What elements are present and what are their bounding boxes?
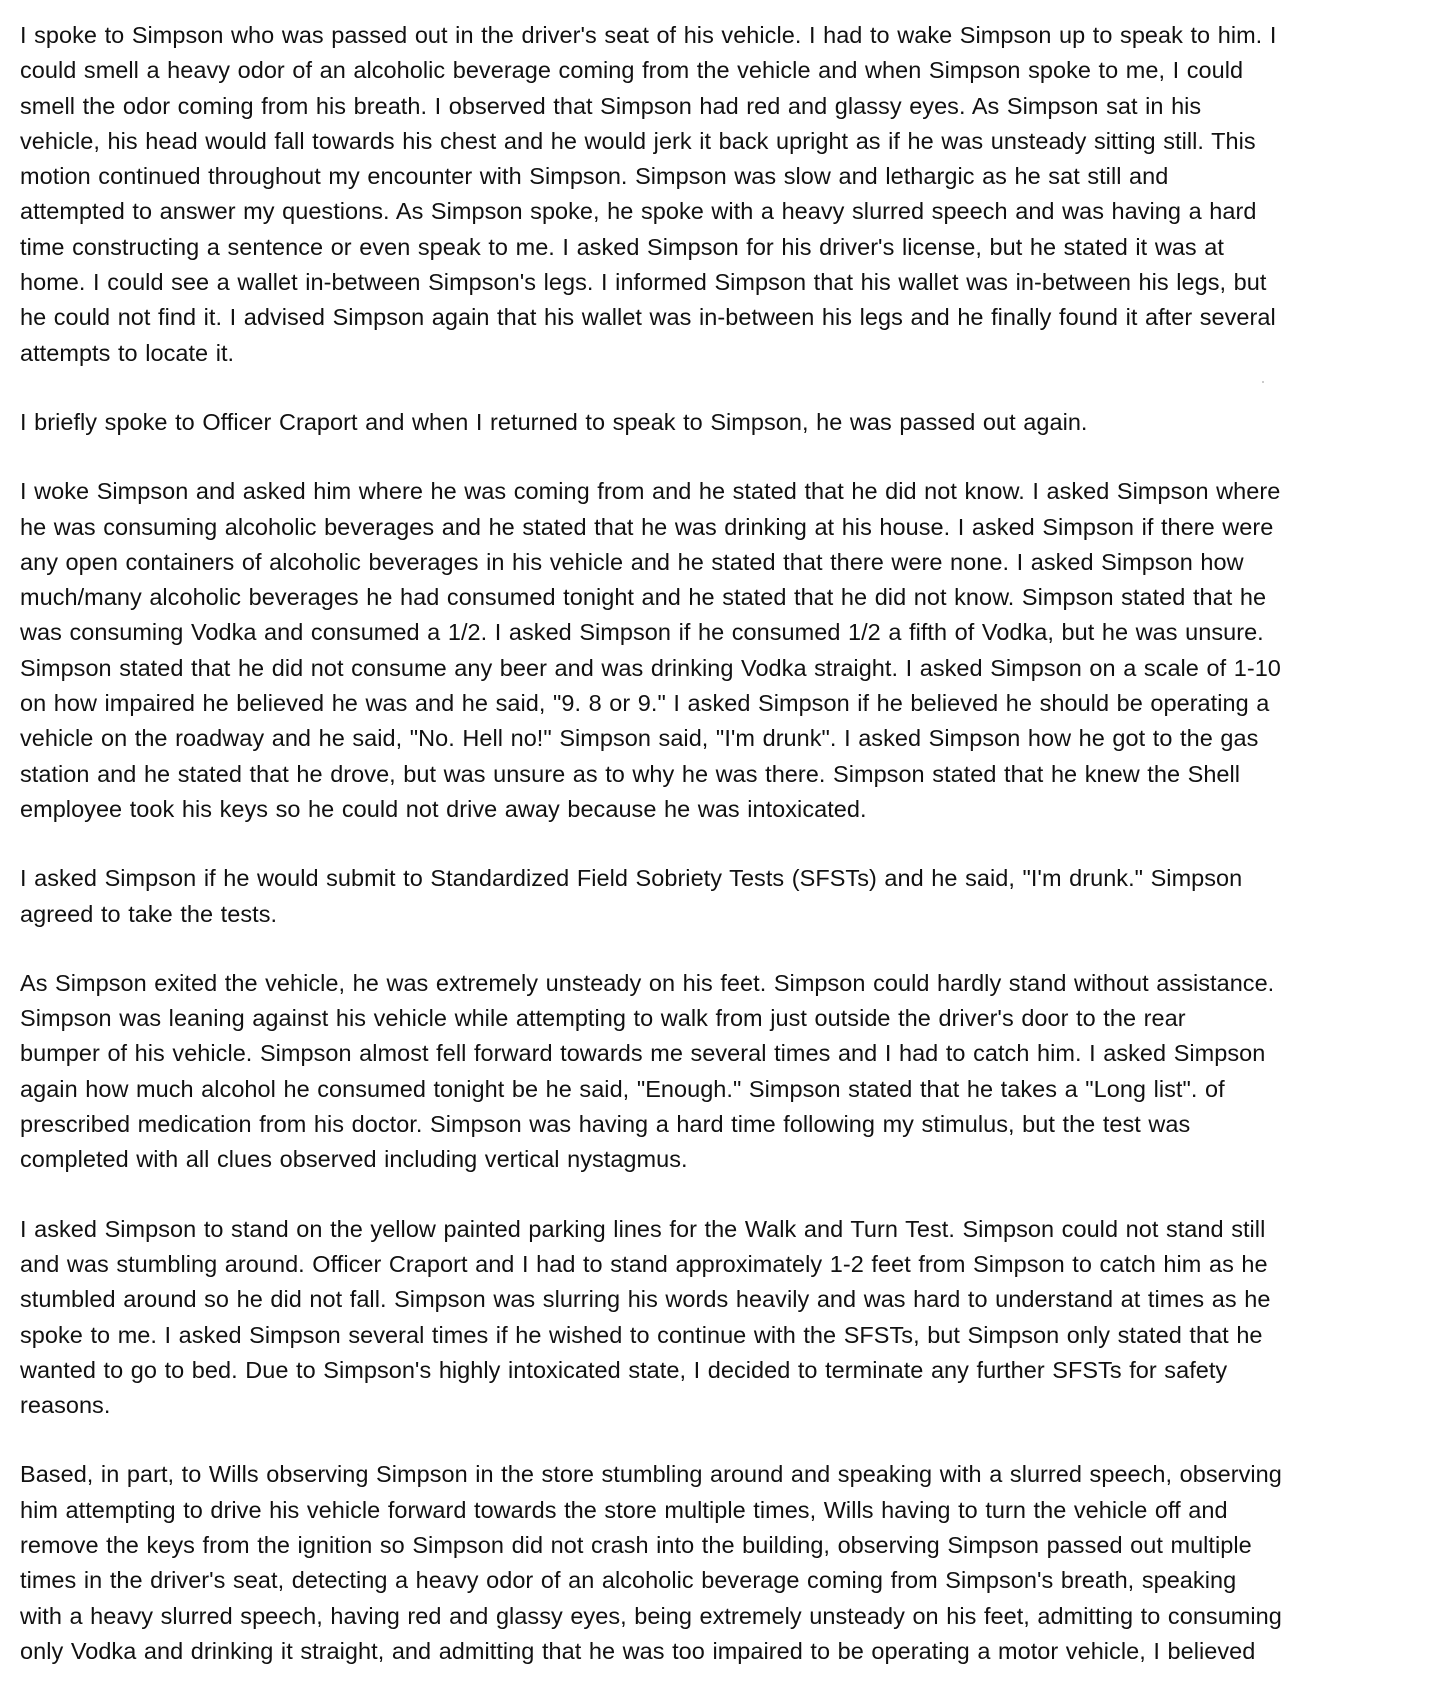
text-line: I asked Simpson to stand on the yellow painted parking lines for the Walk and Turn Test. Simpson could not stand still — [20, 1215, 1266, 1242]
text-line: he could not find it. I advised Simpson again that his wallet was in-between his legs and he finally found it after several — [20, 304, 1276, 331]
text-line: times in the driver's seat, detecting a heavy odor of an alcoholic beverage coming from Simpson's breath, speaking — [20, 1567, 1237, 1594]
text-line: attempts to locate it. — [20, 339, 235, 366]
text-line: agreed to take the tests. — [20, 900, 278, 927]
text-line: As Simpson exited the vehicle, he was extremely unsteady on his feet. Simpson could hardly stand without assistance. — [20, 969, 1275, 996]
text-line: Simpson stated that he did not consume any beer and was drinking Vodka straight. I asked Simpson on a scale of 1-10 — [20, 654, 1281, 681]
paragraph-4 — [20, 861, 1432, 932]
text-line: was consuming Vodka and consumed a 1/2. I asked Simpson if he consumed 1/2 a fifth of Vodka, but he was unsure. — [20, 619, 1264, 646]
text-line: vehicle on the roadway and he said, "No. Hell no!" Simpson said, "I'm drunk". I asked Simpson how he got to the gas — [20, 725, 1259, 752]
text-line: wanted to go to bed. Due to Simpson's highly intoxicated state, I decided to terminate any further SFSTs for safety — [20, 1356, 1228, 1383]
text-line: Simpson was leaning against his vehicle while attempting to walk from just outside the driver's door to the rear — [20, 1005, 1186, 1032]
text-line: prescribed medication from his doctor. Simpson was having a hard time following my stimulus, but the test was — [20, 1111, 1191, 1138]
text-line: could smell a heavy odor of an alcoholic beverage coming from the vehicle and when Simpson spoke to me, I could — [20, 57, 1244, 84]
paragraph-3 — [20, 474, 1432, 827]
text-line: with a heavy slurred speech, having red and glassy eyes, being extremely unsteady on his feet, admitting to consuming — [20, 1602, 1282, 1629]
paragraph-5 — [20, 966, 1432, 1178]
text-line: home. I could see a wallet in-between Simpson's legs. I informed Simpson that his wallet was in-between his legs, but — [20, 269, 1267, 296]
text-line: remove the keys from the ignition so Simpson did not crash into the building, observing Simpson passed out multiple — [20, 1531, 1252, 1558]
text-line: again how much alcohol he consumed tonight be he said, "Enough." Simpson stated that he takes a "Long list". of — [20, 1075, 1225, 1102]
text-line: vehicle, his head would fall towards his chest and he would jerk it back upright as if he was unsteady sitting still. This — [20, 127, 1256, 154]
text-line: bumper of his vehicle. Simpson almost fell forward towards me several times and I had to catch him. I asked Simpson — [20, 1040, 1266, 1067]
text-line: completed with all clues observed including vertical nystagmus. — [20, 1146, 688, 1173]
text-line: attempted to answer my questions. As Simpson spoke, he spoke with a heavy slurred speech and was having a hard — [20, 198, 1257, 225]
text-line: any open containers of alcoholic beverages in his vehicle and he stated that there were none. I asked Simpson how — [20, 548, 1244, 575]
text-line: he was consuming alcoholic beverages and he stated that he was drinking at his house. I asked Simpson if there were — [20, 513, 1274, 540]
paragraph-6 — [20, 1212, 1432, 1424]
report-page — [20, 18, 1432, 1669]
text-line: motion continued throughout my encounter with Simpson. Simpson was slow and lethargic as he sat still and — [20, 163, 1169, 190]
text-line: reasons. — [20, 1392, 111, 1419]
text-line: time constructing a sentence or even speak to me. I asked Simpson for his driver's license, but he stated it was at — [20, 233, 1224, 260]
text-line: much/many alcoholic beverages he had consumed tonight and he stated that he did not know. Simpson stated that he — [20, 584, 1267, 611]
text-line: only Vodka and drinking it straight, and admitting that he was too impaired to be operating a motor vehicle, I believed — [20, 1637, 1256, 1664]
text-line: I woke Simpson and asked him where he was coming from and he stated that he did not know. I asked Simpson where — [20, 478, 1281, 505]
scan-speck — [1262, 381, 1264, 383]
text-line: I asked Simpson if he would submit to Standardized Field Sobriety Tests (SFSTs) and he said, "I'm drunk." Simpson — [20, 865, 1243, 892]
text-line: employee took his keys so he could not drive away because he was intoxicated. — [20, 795, 867, 822]
paragraph-7 — [20, 1457, 1432, 1669]
text-line: I briefly spoke to Officer Craport and when I returned to speak to Simpson, he was passed out again. — [20, 408, 1088, 435]
text-line: stumbled around so he did not fall. Simpson was slurring his words heavily and was hard to understand at times as he — [20, 1286, 1271, 1313]
text-line: Based, in part, to Wills observing Simpson in the store stumbling around and speaking with a slurred speech, observing — [20, 1461, 1282, 1488]
text-line: and was stumbling around. Officer Craport and I had to stand approximately 1-2 feet from Simpson to catch him as he — [20, 1250, 1268, 1277]
paragraph-1 — [20, 18, 1432, 371]
text-line: station and he stated that he drove, but was unsure as to why he was there. Simpson stated that he knew the Shell — [20, 760, 1241, 787]
text-line: I spoke to Simpson who was passed out in the driver's seat of his vehicle. I had to wake Simpson up to speak to him. I — [20, 22, 1277, 48]
text-line: on how impaired he believed he was and he said, "9. 8 or 9." I asked Simpson if he believed he should be operating a — [20, 690, 1270, 717]
paragraph-2 — [20, 405, 1432, 440]
text-line: him attempting to drive his vehicle forward towards the store multiple times, Wills having to turn the vehicle off and — [20, 1496, 1228, 1523]
text-line: spoke to me. I asked Simpson several times if he wished to continue with the SFSTs, but Simpson only stated that he — [20, 1321, 1263, 1348]
text-line: smell the odor coming from his breath. I observed that Simpson had red and glassy eyes. As Simpson sat in his — [20, 92, 1202, 119]
